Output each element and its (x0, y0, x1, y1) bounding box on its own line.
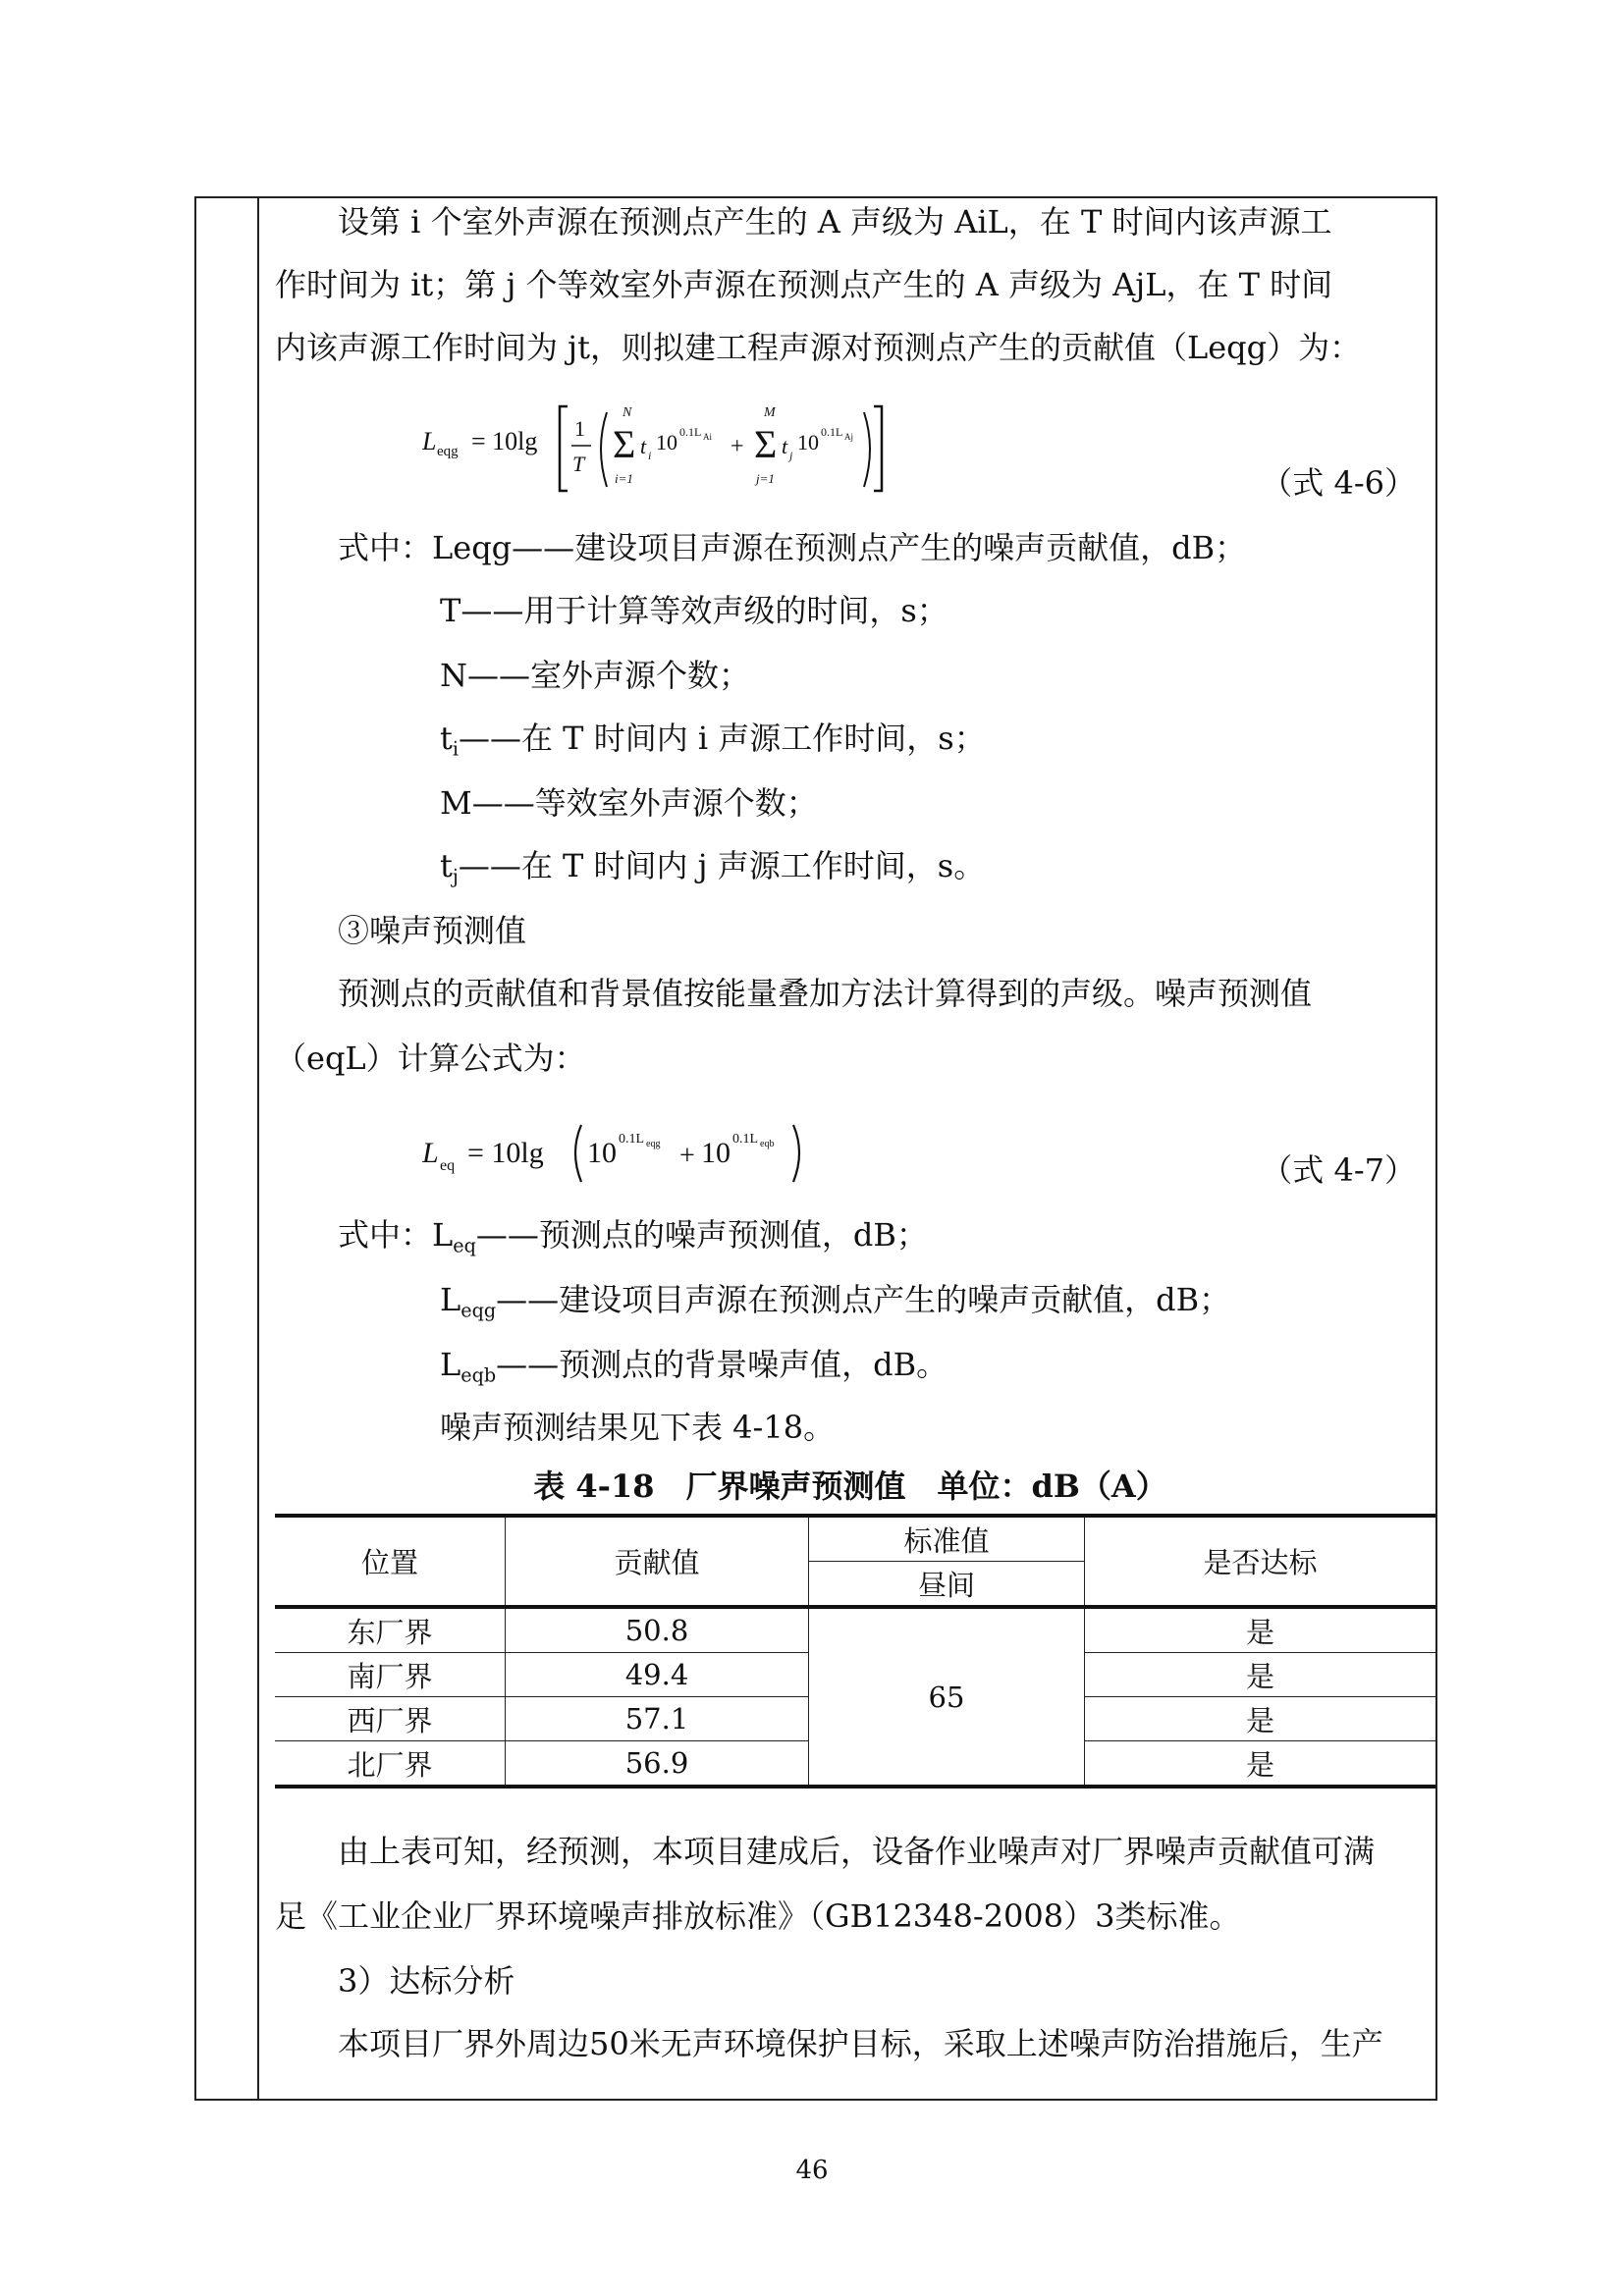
f47-exp-1: 0.1L (619, 1132, 645, 1147)
f46-sigma-2: Σ (754, 422, 778, 466)
f46-j1: j=1 (756, 471, 775, 486)
frame-divider (257, 198, 259, 2099)
table-header-row (275, 1516, 1435, 1562)
cell-value: 49.4 (506, 1653, 809, 1697)
cell-position: 南厂界 (275, 1653, 506, 1697)
header-standard: 标准值 (809, 1516, 1085, 1562)
header-compliant: 是否达标 (1085, 1516, 1436, 1607)
f46-lhs: L (422, 427, 437, 455)
definition-leqg-2: $L_{eqg}——$建设项目声源在预测点产生的噪声贡献值，dB； (440, 1281, 1231, 1322)
f46-lhs-sub: eqg (437, 444, 459, 459)
cell-value: 50.8 (506, 1607, 809, 1653)
header-position: 位置 (275, 1516, 506, 1607)
paragraph-last: 本项目厂界外周边50米无声环境保护目标，采取上述噪声防治措施后，生产 (338, 2025, 1383, 2062)
f46-N: N (623, 405, 632, 420)
cell-compliant: 是 (1085, 1741, 1436, 1788)
f46-exp-j: 0.1L (821, 425, 843, 439)
page-number: 46 (795, 2156, 829, 2185)
paragraph-intro-3: 内该声源工作时间为 jt，则拟建工程声源对预测点产生的贡献值（Leqg）为： (275, 329, 1362, 366)
f46-i1: i=1 (615, 471, 633, 486)
f47-eq: = 10lg (467, 1137, 544, 1169)
f46-exp-i: 0.1L (679, 425, 702, 439)
f46-t2: t (782, 434, 788, 458)
f46-t1-sub: i (648, 449, 652, 462)
f46-one: 1 (574, 416, 585, 441)
cell-position: 东厂界 (275, 1607, 506, 1653)
equation-4-7-label: （式 4-7） (1261, 1151, 1416, 1189)
cell-standard-value: 65 (809, 1607, 1085, 1787)
paragraph-intro-1: 设第 i 个室外声源在预测点产生的 A 声级为 AiL，在 T 时间内该声源工 (338, 203, 1332, 240)
f47-ten-1: 10 (587, 1137, 617, 1169)
paragraph-conclusion-2: 足《工业企业厂界环境噪声排放标准》（GB12348-2008）3类标准。 (275, 1897, 1241, 1935)
f46-ten-2: 10 (797, 430, 819, 454)
table-row (275, 1607, 1435, 1653)
f46-plus: + (731, 434, 744, 459)
f47-plus: + (679, 1141, 695, 1171)
f46-sigma-1: Σ (613, 422, 636, 466)
definition-N: N——室外声源个数； (440, 657, 751, 694)
f46-t1: t (640, 434, 647, 458)
header-contribution: 贡献值 (506, 1516, 809, 1607)
cell-compliant: 是 (1085, 1607, 1436, 1653)
content-area (275, 198, 1426, 2099)
f46-exp-j-sub: Aj (844, 432, 853, 442)
cell-position: 北厂界 (275, 1741, 506, 1788)
paragraph-conclusion-1: 由上表可知，经预测，本项目建成后，设备作业噪声对厂界噪声贡献值可满 (338, 1833, 1376, 1870)
f46-ten-1: 10 (656, 430, 677, 454)
see-table-note: 噪声预测结果见下表 4-18。 (440, 1409, 836, 1446)
f46-t2-sub: j (789, 449, 793, 462)
f47-exp-2-sub: eqb (760, 1139, 775, 1149)
f46-M: M (764, 405, 776, 420)
f47-ten-2: 10 (701, 1137, 731, 1169)
cell-compliant: 是 (1085, 1653, 1436, 1697)
equation-4-6-label: （式 4-6） (1261, 464, 1416, 502)
paragraph-intro-2: 作时间为 it；第 j 个等效室外声源在预测点产生的 A 声级为 AjL，在 T 时间 (275, 266, 1333, 303)
definition-leq: 式中：$L_{eq}——$预测点的噪声预测值，dB； (338, 1216, 928, 1257)
heading-noise-prediction: ③噪声预测值 (338, 912, 527, 949)
f46-eq: = 10lg (471, 427, 538, 455)
f46-T: T (572, 452, 585, 476)
formula-4-7 (422, 1111, 874, 1190)
f47-lhs: L (422, 1137, 439, 1169)
definition-ti: $t_i——$在 T 时间内 i 声源工作时间，s； (440, 720, 986, 761)
f47-lhs-sub: eq (440, 1157, 456, 1174)
definition-leqg: 式中：Leqg——建设项目声源在预测点产生的噪声贡献值，dB； (338, 529, 1247, 566)
noise-prediction-table (275, 1514, 1435, 1789)
f47-exp-1-sub: eqg (646, 1139, 661, 1149)
cell-value: 57.1 (506, 1697, 809, 1741)
formula-4-6 (422, 393, 933, 501)
paragraph-prediction-2: （eqL）计算公式为： (275, 1040, 586, 1077)
definition-T: T——用于计算等效声级的时间，s； (440, 592, 948, 629)
table-title: 表 4-18 厂界噪声预测值 单位：dB（A） (533, 1468, 1167, 1505)
f46-exp-i-sub: Ai (703, 432, 712, 442)
header-daytime: 昼间 (809, 1562, 1085, 1608)
cell-compliant: 是 (1085, 1697, 1436, 1741)
cell-position: 西厂界 (275, 1697, 506, 1741)
paragraph-prediction-1: 预测点的贡献值和背景值按能量叠加方法计算得到的声级。噪声预测值 (338, 975, 1313, 1012)
heading-compliance-analysis: 3）达标分析 (338, 1962, 515, 2000)
definition-tj: $t_j——$在 T 时间内 j 声源工作时间，s。 (440, 847, 986, 888)
definition-leqb: $L_{eqb}——$预测点的背景噪声值，dB。 (440, 1346, 948, 1387)
content-frame (194, 196, 1437, 2101)
cell-value: 56.9 (506, 1741, 809, 1788)
f47-exp-2: 0.1L (732, 1132, 759, 1147)
definition-M: M——等效室外声源个数； (440, 784, 818, 822)
